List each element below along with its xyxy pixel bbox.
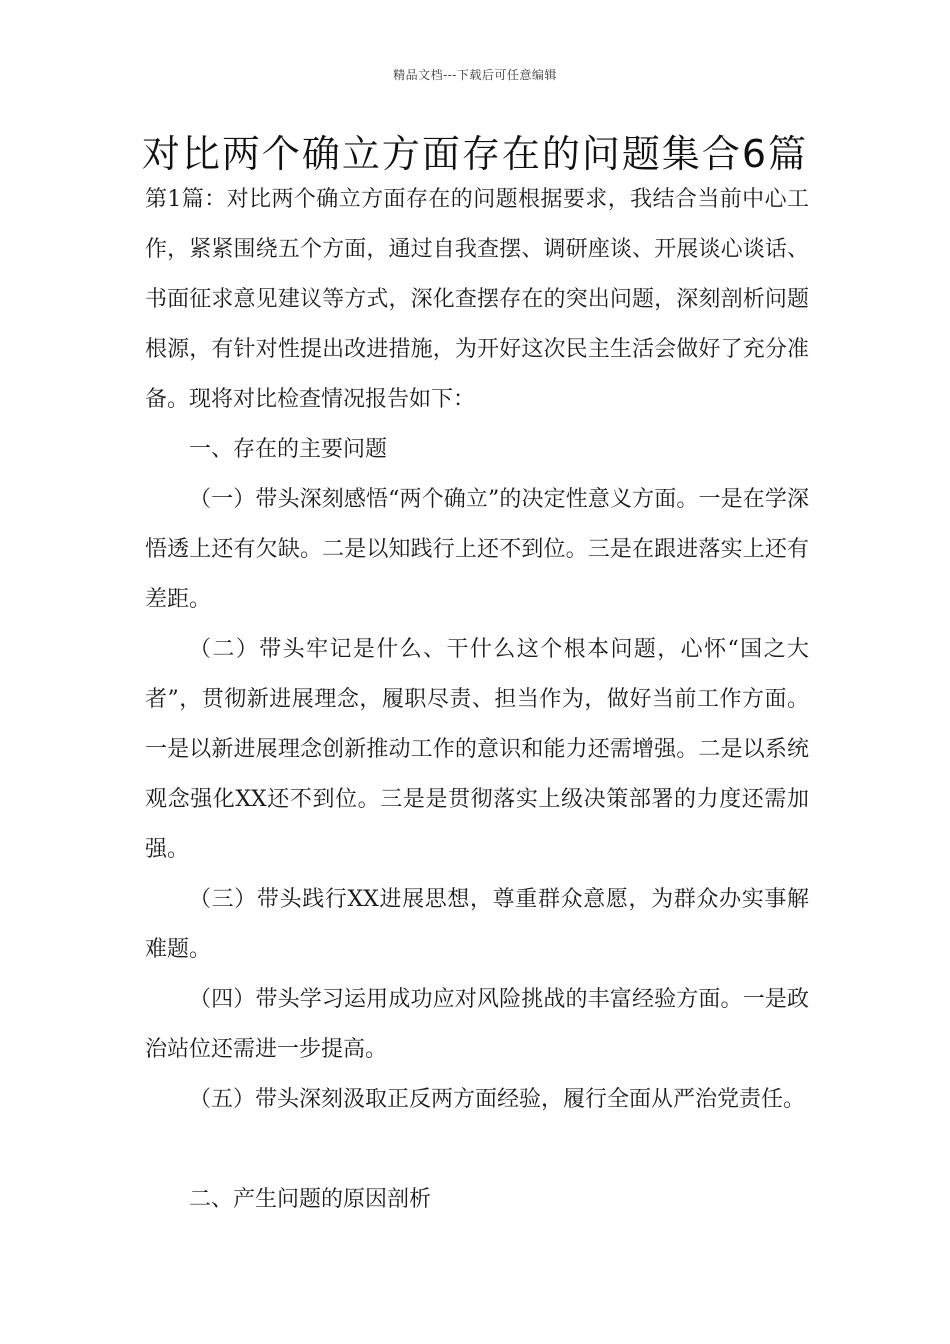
paragraph-item-2: （二）带头牢记是什么、干什么这个根本问题，心怀“国之大者”，贯彻新进展理念，履职尽责、担当作为，做好当前工作方面。一是以新进展理念创新推动工作的意识和能力还需增强。二是以系统观念强化XX还不到位。三是是贯彻落实上级决策部署的力度还需加强。 <box>145 637 809 862</box>
document-body <box>145 175 809 1225</box>
paragraph-item-5: （五）带头深刻汲取正反两方面经验，履行全面从严治党责任。 <box>189 1087 806 1112</box>
section-heading-problems: 一、存在的主要问题 <box>189 437 388 462</box>
page-header-watermark: 精品文档---下载后可任意编辑 <box>393 68 557 82</box>
paragraph-intro: 第1篇：对比两个确立方面存在的问题根据要求，我结合当前中心工作，紧紧围绕五个方面，通过自我查摆、调研座谈、开展谈心谈话、书面征求意见建议等方式，深化查摆存在的突出问题，深刻剖析问题根源，有针对性提出改进措施，为开好这次民主生活会做好了充分准备。现将对比检查情况报告如下： <box>145 187 809 412</box>
paragraph-item-4: （四）带头学习运用成功应对风险挑战的丰富经验方面。一是政治站位还需进一步提高。 <box>145 987 809 1062</box>
paragraph-item-1: （一）带头深刻感悟“两个确立”的决定性意义方面。一是在学深悟透上还有欠缺。二是以知践行上还不到位。三是在跟进落实上还有差距。 <box>145 487 809 612</box>
paragraph-gap <box>145 1125 809 1175</box>
document-title: 对比两个确立方面存在的问题集合6篇 <box>141 132 809 176</box>
paragraph-item-3: （三）带头践行XX进展思想，尊重群众意愿，为群众办实事解难题。 <box>145 887 809 962</box>
section-heading-causes: 二、产生问题的原因剖析 <box>189 1187 432 1212</box>
